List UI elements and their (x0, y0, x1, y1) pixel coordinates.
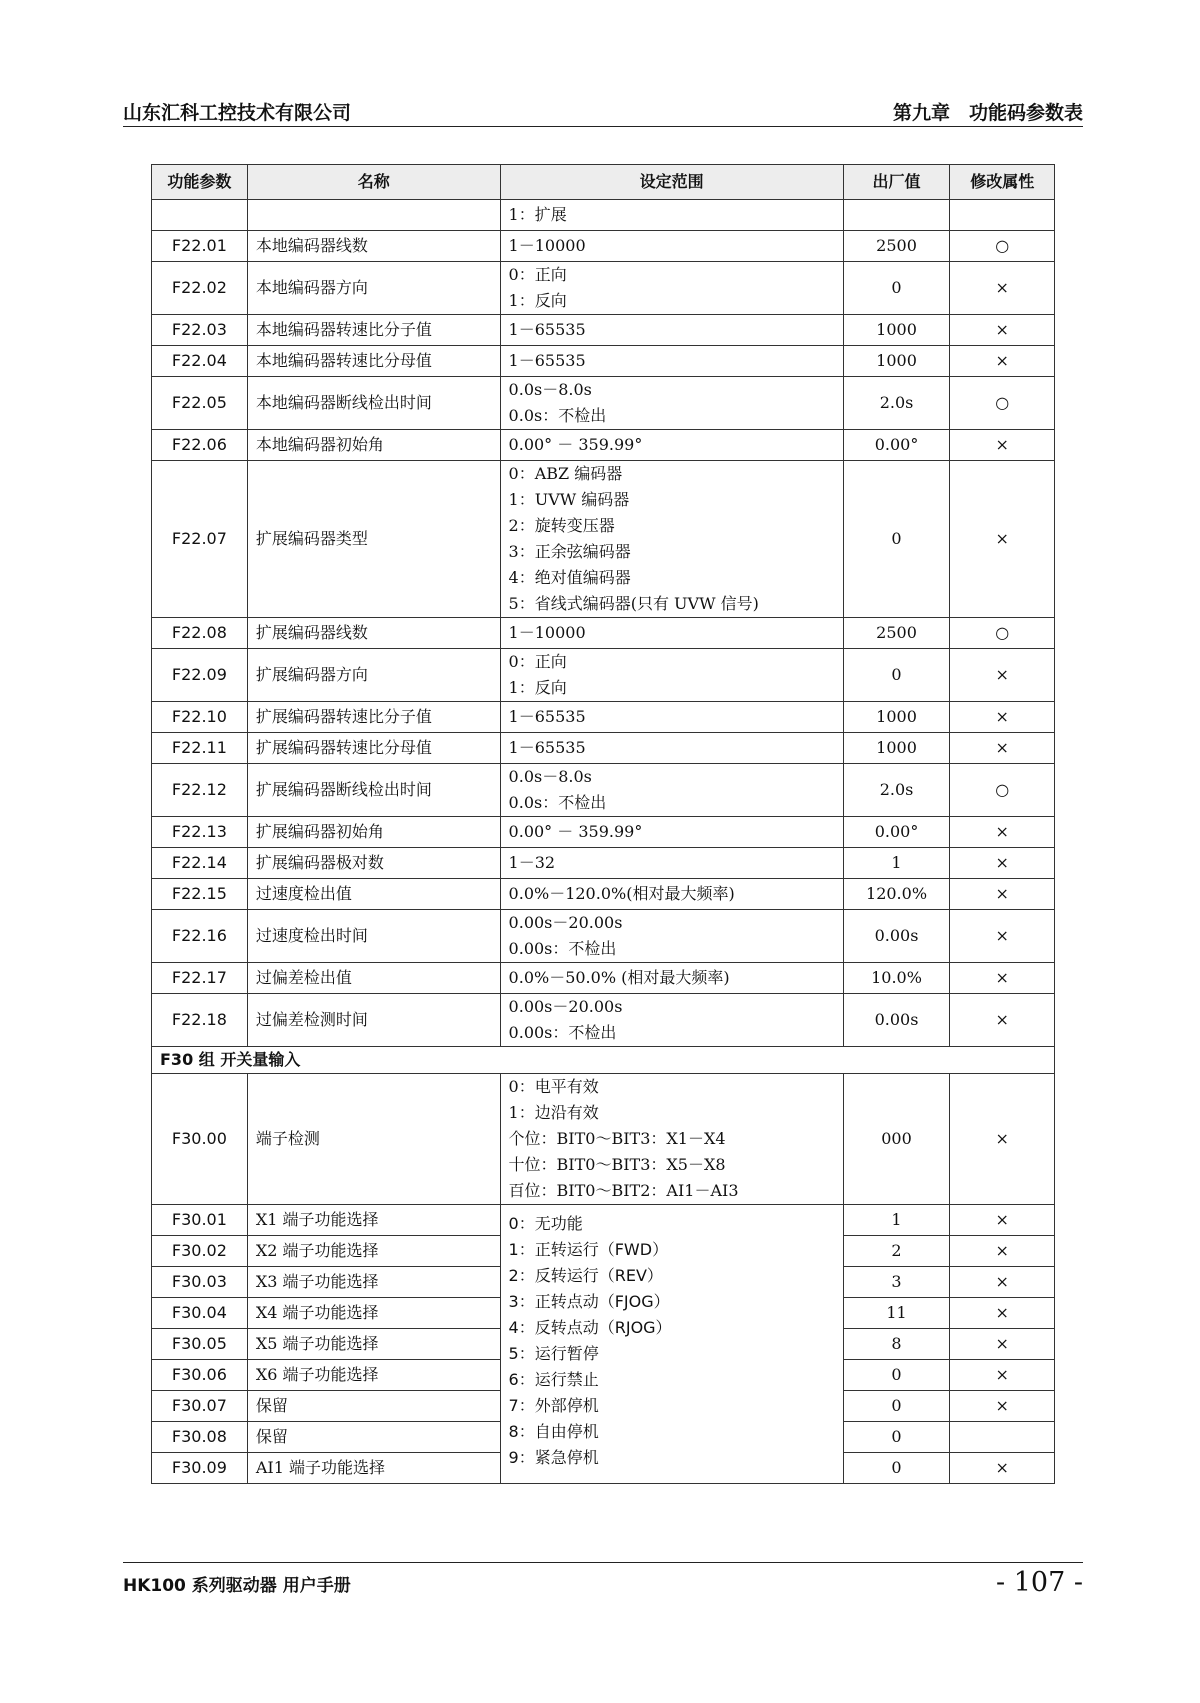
param-name: X3 端子功能选择 (247, 1267, 500, 1298)
range-line: 0.0s－8.0s (508, 380, 592, 399)
range-cell (500, 649, 843, 702)
modify-attr: × (950, 733, 1055, 764)
default-value: 120.0% (843, 879, 950, 910)
table-row (152, 315, 1055, 346)
param-code: F22.01 (152, 231, 248, 262)
default-value: 0 (843, 262, 950, 315)
range-cell (500, 879, 843, 910)
param-code: F22.06 (152, 430, 248, 461)
param-name: AI1 端子功能选择 (247, 1453, 500, 1484)
col-header: 功能参数 (152, 165, 248, 200)
terminal-function-item: 2：反转运行（REV） (508, 1266, 663, 1285)
range-line: 0.00° － 359.99° (508, 822, 643, 841)
range-line: 1：UVW 编码器 (508, 490, 630, 509)
default-value: 2500 (843, 618, 950, 649)
range-line: 0.00s：不检出 (508, 1023, 617, 1042)
param-name: 过速度检出值 (247, 879, 500, 910)
range-cell (500, 262, 843, 315)
range-line: 1－65535 (508, 351, 586, 370)
modify-attr: × (950, 817, 1055, 848)
param-code: F22.12 (152, 764, 248, 817)
modify-attr: × (950, 1205, 1055, 1236)
range-line: 0.0%－50.0% (相对最大频率) (508, 968, 730, 987)
param-code: F30.02 (152, 1236, 248, 1267)
param-code: F30.08 (152, 1422, 248, 1453)
default-value: 000 (843, 1074, 950, 1205)
default-value: 2.0s (843, 764, 950, 817)
terminal-function-item: 8：自由停机 (508, 1422, 599, 1441)
modify-attr: × (950, 461, 1055, 618)
table-row (152, 733, 1055, 764)
range-line: 0.00° － 359.99° (508, 435, 643, 454)
table-row (152, 618, 1055, 649)
f30-section (152, 1047, 1055, 1484)
modify-attr (950, 200, 1055, 231)
param-code: F30.00 (152, 1074, 248, 1205)
param-code (152, 200, 248, 231)
param-code: F22.04 (152, 346, 248, 377)
param-name: 本地编码器转速比分子值 (247, 315, 500, 346)
col-header: 名称 (247, 165, 500, 200)
modify-attr: × (950, 963, 1055, 994)
param-code: F22.05 (152, 377, 248, 430)
default-value (843, 200, 950, 231)
range-cell (500, 346, 843, 377)
param-name: 扩展编码器转速比分子值 (247, 702, 500, 733)
param-code: F22.13 (152, 817, 248, 848)
param-name: X1 端子功能选择 (247, 1205, 500, 1236)
table-row (152, 702, 1055, 733)
param-name: 本地编码器线数 (247, 231, 500, 262)
default-value: 0.00° (843, 817, 950, 848)
range-cell (500, 994, 843, 1047)
param-name: 过偏差检出值 (247, 963, 500, 994)
col-header: 设定范围 (500, 165, 843, 200)
table-row (152, 879, 1055, 910)
modify-attr: × (950, 1329, 1055, 1360)
range-line: 0.00s：不检出 (508, 939, 617, 958)
table-row (152, 649, 1055, 702)
default-value: 0.00s (843, 994, 950, 1047)
default-value: 0 (843, 1422, 950, 1453)
param-code: F30.04 (152, 1298, 248, 1329)
range-line: 1－10000 (508, 236, 586, 255)
default-value: 0.00s (843, 910, 950, 963)
param-code: F22.17 (152, 963, 248, 994)
range-line: 0.0s：不检出 (508, 793, 607, 812)
default-value: 0 (843, 1453, 950, 1484)
param-code: F22.10 (152, 702, 248, 733)
default-value: 10.0% (843, 963, 950, 994)
range-cell (500, 1074, 843, 1205)
default-value: 0 (843, 461, 950, 618)
default-value: 2500 (843, 231, 950, 262)
param-code: F22.08 (152, 618, 248, 649)
modify-attr: × (950, 1074, 1055, 1205)
table-row (152, 461, 1055, 618)
param-name: X2 端子功能选择 (247, 1236, 500, 1267)
table-row (152, 910, 1055, 963)
param-code: F22.15 (152, 879, 248, 910)
range-cell (500, 315, 843, 346)
modify-attr: × (950, 879, 1055, 910)
default-value: 11 (843, 1298, 950, 1329)
param-name: 扩展编码器线数 (247, 618, 500, 649)
range-cell (500, 200, 843, 231)
range-line: 0.0s－8.0s (508, 767, 592, 786)
modify-attr: × (950, 1267, 1055, 1298)
range-cell (500, 817, 843, 848)
range-cell (500, 430, 843, 461)
table-header-row (152, 165, 1055, 200)
range-line: 0：正向 (508, 652, 567, 671)
modify-attr: × (950, 994, 1055, 1047)
range-line: 1－65535 (508, 320, 586, 339)
table-row (152, 377, 1055, 430)
range-cell (500, 963, 843, 994)
range-line: 0：正向 (508, 265, 567, 284)
param-name: X5 端子功能选择 (247, 1329, 500, 1360)
table-row (152, 262, 1055, 315)
modify-attr: ○ (950, 377, 1055, 430)
range-line: 十位：BIT0～BIT3：X5－X8 (508, 1155, 726, 1174)
param-name: 保留 (247, 1391, 500, 1422)
param-name (247, 200, 500, 231)
range-line: 1－10000 (508, 623, 586, 642)
modify-attr: × (950, 1298, 1055, 1329)
default-value: 1 (843, 848, 950, 879)
group-row (152, 1047, 1055, 1074)
param-code: F30.07 (152, 1391, 248, 1422)
chapter-title: 第九章 功能码参数表 (892, 102, 1083, 124)
param-code: F22.18 (152, 994, 248, 1047)
modify-attr: × (950, 848, 1055, 879)
range-line: 1：反向 (508, 291, 567, 310)
range-cell (500, 618, 843, 649)
terminal-function-item: 3：正转点动（FJOG） (508, 1292, 670, 1311)
manual-title: HK100 系列驱动器 用户手册 (123, 1576, 351, 1596)
col-header: 出厂值 (843, 165, 950, 200)
default-value: 8 (843, 1329, 950, 1360)
param-name: 过偏差检测时间 (247, 994, 500, 1047)
group-title: F30 组 开关量输入 (152, 1047, 1055, 1074)
range-line: 1：扩展 (508, 205, 567, 224)
range-line: 0：电平有效 (508, 1077, 599, 1096)
table-row (152, 848, 1055, 879)
range-cell (500, 764, 843, 817)
param-code: F30.03 (152, 1267, 248, 1298)
param-name: 本地编码器转速比分母值 (247, 346, 500, 377)
modify-attr: × (950, 910, 1055, 963)
param-name: 过速度检出时间 (247, 910, 500, 963)
range-cell (500, 733, 843, 764)
default-value: 0 (843, 1391, 950, 1422)
default-value: 2.0s (843, 377, 950, 430)
table-row (152, 994, 1055, 1047)
table-row (152, 817, 1055, 848)
parameter-table (151, 164, 1055, 1484)
default-value: 0.00° (843, 430, 950, 461)
param-name: 本地编码器方向 (247, 262, 500, 315)
range-cell (500, 377, 843, 430)
range-line: 2：旋转变压器 (508, 516, 615, 535)
param-code: F30.05 (152, 1329, 248, 1360)
range-line: 0.00s－20.00s (508, 913, 623, 932)
terminal-function-list (500, 1205, 843, 1484)
range-line: 1：反向 (508, 678, 567, 697)
param-name: 保留 (247, 1422, 500, 1453)
range-cell (500, 461, 843, 618)
range-line: 百位：BIT0～BIT2：AI1－AI3 (508, 1181, 739, 1200)
range-line: 0.0s：不检出 (508, 406, 607, 425)
modify-attr: × (950, 702, 1055, 733)
range-cell (500, 231, 843, 262)
param-name: 本地编码器初始角 (247, 430, 500, 461)
table-row (152, 1205, 1055, 1236)
param-name: X4 端子功能选择 (247, 1298, 500, 1329)
modify-attr: × (950, 1453, 1055, 1484)
default-value: 1 (843, 1205, 950, 1236)
modify-attr: × (950, 262, 1055, 315)
table-row (152, 764, 1055, 817)
company-name: 山东汇科工控技术有限公司 (123, 102, 352, 124)
range-cell (500, 910, 843, 963)
range-line: 4：绝对值编码器 (508, 568, 631, 587)
range-line: 5：省线式编码器(只有 UVW 信号) (508, 594, 759, 613)
page-number: - 107 - (996, 1567, 1083, 1598)
param-code: F30.09 (152, 1453, 248, 1484)
default-value: 2 (843, 1236, 950, 1267)
range-line: 3：正余弦编码器 (508, 542, 631, 561)
modify-attr: ○ (950, 618, 1055, 649)
default-value: 1000 (843, 733, 950, 764)
default-value: 1000 (843, 702, 950, 733)
param-name: 扩展编码器断线检出时间 (247, 764, 500, 817)
table-row (152, 963, 1055, 994)
modify-attr: ○ (950, 231, 1055, 262)
default-value: 1000 (843, 315, 950, 346)
param-name: 扩展编码器初始角 (247, 817, 500, 848)
param-code: F22.14 (152, 848, 248, 879)
modify-attr (950, 1422, 1055, 1453)
modify-attr: × (950, 430, 1055, 461)
default-value: 3 (843, 1267, 950, 1298)
param-name: 扩展编码器方向 (247, 649, 500, 702)
param-code: F30.06 (152, 1360, 248, 1391)
default-value: 0 (843, 1360, 950, 1391)
range-line: 1－32 (508, 853, 556, 872)
range-cell (500, 702, 843, 733)
param-code: F22.11 (152, 733, 248, 764)
table-row (152, 1074, 1055, 1205)
page-footer (123, 1562, 1083, 1603)
range-cell (500, 848, 843, 879)
table-body (152, 200, 1055, 1047)
param-code: F22.07 (152, 461, 248, 618)
table-row (152, 430, 1055, 461)
table-row (152, 231, 1055, 262)
range-line: 0.00s－20.00s (508, 997, 623, 1016)
table-row (152, 346, 1055, 377)
table-row (152, 200, 1055, 231)
param-code: F30.01 (152, 1205, 248, 1236)
default-value: 1000 (843, 346, 950, 377)
range-line: 0：ABZ 编码器 (508, 464, 623, 483)
terminal-function-item: 7：外部停机 (508, 1396, 599, 1415)
param-name: 扩展编码器转速比分母值 (247, 733, 500, 764)
terminal-function-item: 9：紧急停机 (508, 1448, 599, 1467)
modify-attr: × (950, 1360, 1055, 1391)
param-name: X6 端子功能选择 (247, 1360, 500, 1391)
param-name: 端子检测 (247, 1074, 500, 1205)
default-value: 0 (843, 649, 950, 702)
terminal-function-item: 1：正转运行（FWD） (508, 1240, 669, 1259)
page-header (123, 96, 1083, 127)
terminal-function-item: 6：运行禁止 (508, 1370, 599, 1389)
modify-attr: × (950, 315, 1055, 346)
range-line: 1：边沿有效 (508, 1103, 599, 1122)
terminal-function-item: 0：无功能 (508, 1214, 583, 1233)
modify-attr: ○ (950, 764, 1055, 817)
modify-attr: × (950, 1236, 1055, 1267)
range-line: 1－65535 (508, 707, 586, 726)
modify-attr: × (950, 346, 1055, 377)
param-code: F22.16 (152, 910, 248, 963)
range-line: 1－65535 (508, 738, 586, 757)
modify-attr: × (950, 1391, 1055, 1422)
param-name: 本地编码器断线检出时间 (247, 377, 500, 430)
modify-attr: × (950, 649, 1055, 702)
terminal-function-item: 5：运行暂停 (508, 1344, 599, 1363)
param-code: F22.09 (152, 649, 248, 702)
range-line: 0.0%－120.0%(相对最大频率) (508, 884, 735, 903)
param-code: F22.03 (152, 315, 248, 346)
param-code: F22.02 (152, 262, 248, 315)
range-line: 个位：BIT0～BIT3：X1－X4 (508, 1129, 726, 1148)
param-name: 扩展编码器类型 (247, 461, 500, 618)
terminal-function-item: 4：反转点动（RJOG） (508, 1318, 672, 1337)
col-header: 修改属性 (950, 165, 1055, 200)
param-name: 扩展编码器极对数 (247, 848, 500, 879)
